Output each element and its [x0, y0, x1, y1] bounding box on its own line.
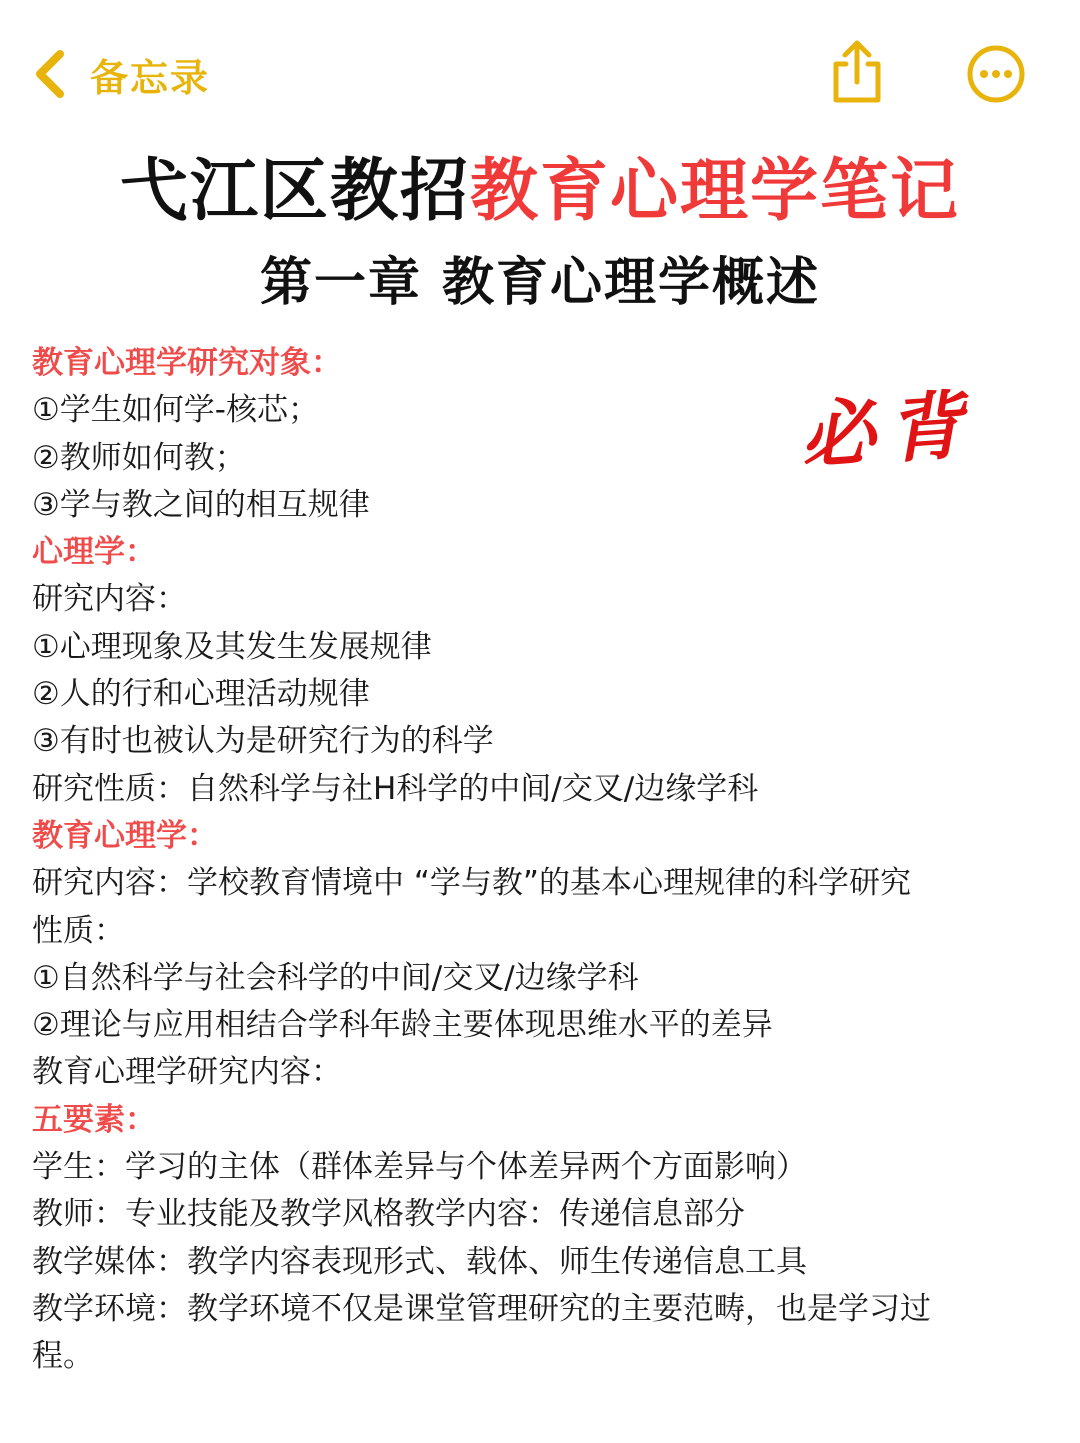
- note-line: 教学媒体：教学内容表现形式、载体、师生传递信息工具: [32, 1243, 807, 1280]
- note-line: ②人的行和心理活动规律: [32, 676, 370, 713]
- note-title: [0, 150, 1080, 234]
- note-line: 性质：: [32, 912, 125, 949]
- section-heading: 教育心理学研究对象：: [32, 345, 342, 381]
- share-icon: [826, 38, 888, 106]
- chapter-title: 第一章 教育心理学概述: [259, 253, 821, 313]
- note-line: 教学环境：教学环境不仅是课堂管理研究的主要范畴，也是学习过: [32, 1290, 931, 1327]
- note-line: ②理论与应用相结合学科年龄主要体现思维水平的差异: [32, 1007, 773, 1044]
- note-title-subject: 教育心理学笔记: [470, 152, 961, 231]
- ellipsis-circle-icon: [966, 44, 1026, 104]
- note-line: ③学与教之间的相互规律: [32, 486, 370, 523]
- note-line: ③有时也被认为是研究行为的科学: [32, 723, 494, 760]
- note-line: 教师：专业技能及教学风格教学内容：传递信息部分: [32, 1196, 745, 1233]
- navigation-bar: [0, 0, 1080, 140]
- note-line: 研究内容：: [32, 581, 187, 618]
- must-memorize-stamp: 必背: [797, 381, 980, 481]
- note-line: 程。: [32, 1338, 94, 1375]
- note-line: 教育心理学研究内容：: [32, 1054, 342, 1091]
- note-line: 研究性质：自然科学与社H科学的中间/交叉/边缘学科: [32, 770, 759, 807]
- chevron-left-icon: [28, 44, 72, 104]
- share-button[interactable]: [826, 38, 888, 106]
- back-button[interactable]: [28, 44, 210, 104]
- more-options-button[interactable]: [966, 44, 1026, 104]
- note-line: ①学生如何学-核芯；: [32, 392, 319, 429]
- note-title-location: 弋江区教招: [119, 152, 470, 231]
- note-body: [32, 340, 1062, 1381]
- note-line: ②教师如何教；: [32, 439, 246, 476]
- note-line: 学生：学习的主体（群体差异与个体差异两个方面影响）: [32, 1149, 807, 1186]
- note-line: 研究内容：学校教育情境中 “学与教”的基本心理规律的科学研究: [32, 865, 911, 902]
- section-heading: 心理学：: [32, 534, 156, 571]
- note-line: ①自然科学与社会科学的中间/交叉/边缘学科: [32, 959, 639, 996]
- section-heading: 教育心理学：: [32, 817, 218, 854]
- note-line: ①心理现象及其发生发展规律: [32, 628, 432, 665]
- section-heading: 五要素：: [32, 1101, 156, 1138]
- back-button-label: 备忘录: [90, 55, 211, 100]
